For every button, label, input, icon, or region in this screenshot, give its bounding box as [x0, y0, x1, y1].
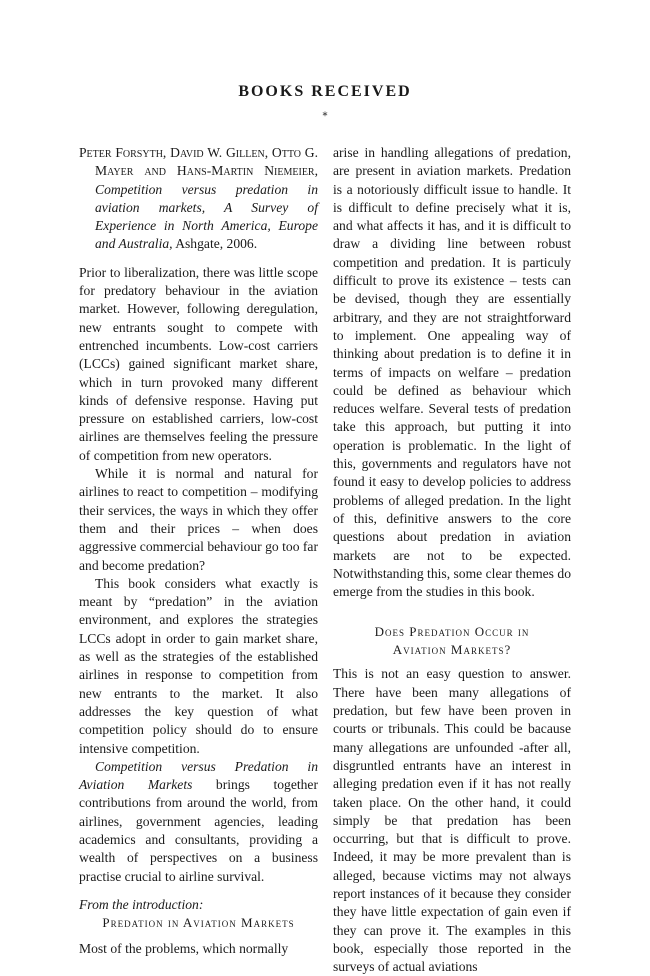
from-introduction-label: From the introduction: — [79, 896, 204, 912]
left-paragraph-4-text: brings together contributions from around the world, from airlines, government agencies, leading academics and consultants, providing a wealth of perspectives on a business practise crucial to airline survival. — [79, 777, 318, 884]
left-paragraph-5: Most of the problems, which normally — [79, 941, 289, 957]
book-publisher: Ashgate, 2006. — [175, 236, 258, 252]
section-heading-predation: Predation in Aviation Markets — [102, 915, 295, 931]
right-paragraph-2: This is not an easy question to answer. There have been many allegations of predation, but few have been proven in courts or tribunals. This could be bacause many allegations are unfounded -after all, disgruntled entrants have an interest in alleging predation even if it has not really taken place. On the other hand, it could simply be that predation has been occurring, but that is difficult to prove. Indeed, it may be more prevalent than is alleged, because victims may not always report instances of it because they consider they have little expectation of gain even if they can prove it. The examples in this book, especially those reported in the surveys of actual aviations — [333, 666, 571, 975]
book-citation — [79, 144, 318, 254]
ornament-star: * — [322, 111, 328, 122]
right-column — [333, 144, 571, 976]
heading-line-2: Aviation Markets? — [392, 642, 512, 658]
left-paragraph-1: Prior to liberalization, there was little scope for predatory behaviour in the aviation market. However, following deregulation, new entrants sought to compete with entrenched incumbents. Low-cost carriers (LCCs) gained significant market share, which in turn provoked many different kinds of defensive response. Having put pressure on established carriers, low-cost airlines are themselves feeling the pressure of competition from new operators. — [79, 264, 318, 463]
right-paragraph-1: arise in handling allegations of predation, are present in aviation markets. Predation is a notoriously difficult issue to handle. It is difficult to define precisely what it is, and what affects it has, and it is difficult to draw a dividing line between robust competition and predation. It is particuly difficult to prove its existence – tests can be devised, though they are essentially arbitrary, and they are not straightforward to implement. One appealing way of thinking about predation is to define it in terms of impacts on welfare – predation could be defined as behaviour which reduces welfare. Several tests of predation take this approach, but putting it into operation is problematic. In the light of this, governments and regulators have not found it easy to develop policies to address problems of alleged predation. In the light of this, definitive answers to the core questions about predation in aviation markets are not to be expected. Notwithstanding this, some clear themes do emerge from the studies in this book. — [333, 145, 571, 600]
left-paragraph-4 — [79, 758, 318, 886]
heading-line-1: Does Predation Occur in — [374, 624, 530, 640]
left-column — [79, 144, 318, 958]
left-paragraph-2: While it is normal and natural for airlines to react to competition – modifying their services, the ways in which they offer them and their prices – when does aggressive commercial behaviour go too far and become predation? — [79, 466, 318, 573]
page-title: BOOKS RECEIVED — [238, 83, 412, 100]
book-title: Competition versus predation in aviation markets, A Survey of Experience in North America, Europe and Australia, — [95, 181, 318, 252]
section-heading-does-predation — [333, 623, 571, 659]
book-authors: Peter Forsyth, David W. Gillen, Otto G. Mayer and Hans-Martin Niemeier, — [79, 145, 318, 179]
book-title-inline: Competition versus Predation in Aviation Markets — [79, 758, 318, 793]
left-paragraph-3: This book considers what exactly is meant by “predation” in the aviation environment, and explores the strategies LCCs adopt in order to gain market share, as well as the strategies of the established airlines in response to competition from new entrants to the market. It also addresses the key question of what competition policy should do to ensure intensive competition. — [79, 575, 318, 756]
